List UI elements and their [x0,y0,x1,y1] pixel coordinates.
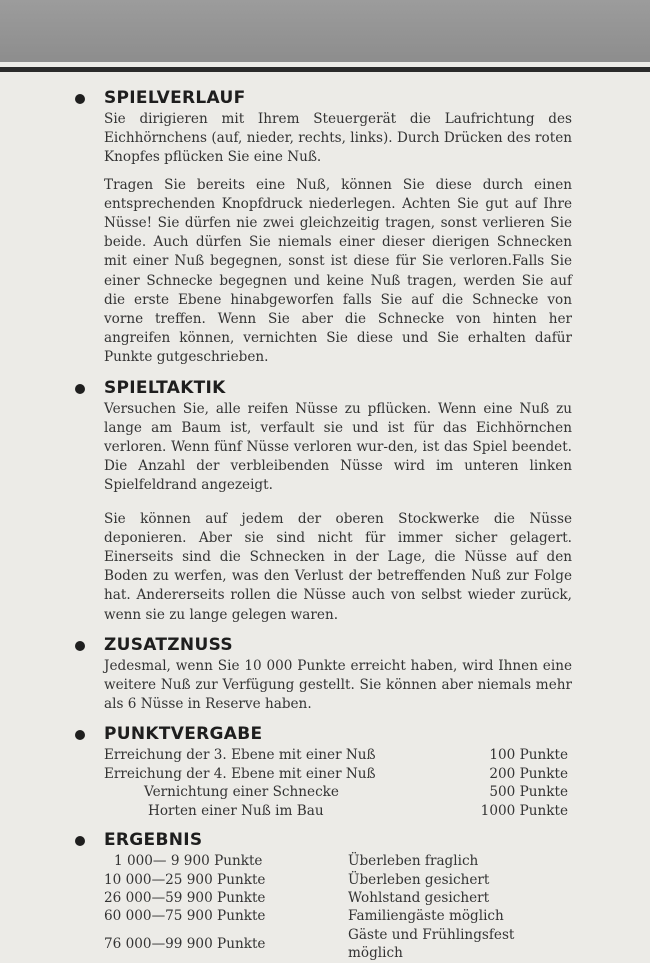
paragraph: Jedesmal, wenn Sie 10 000 Punkte erreicht haben, wird Ihnen eine weitere Nuß zur Verfügung gestellt. Sie können aber niemals mehr als 6 Nüsse in Reserve haben. [104,657,572,713]
row-points: 1000 Punkte [480,802,568,819]
section-ergebnis [0,828,650,962]
section-title: PUNKTVERGABE [104,724,263,745]
table-row [104,783,568,801]
row-range: 60 000—75 900 Punkte [104,908,266,925]
row-range: 26 000—59 900 Punkte [104,889,266,906]
row-range: 1 000— 9 900 Punkte [114,853,263,870]
section-title: ZUSATZNUSS [104,634,233,655]
row-points: 100 Punkte [489,747,568,764]
row-result: Familiengäste möglich [348,908,504,925]
paragraph: Versuchen Sie, alle reifen Nüsse zu pflücken. Wenn eine Nuß zu lange am Baum ist, verfault sie und ist für das Eichhörnchen verloren. Wenn fünf Nüsse verloren wur-den, ist das Spiel beendet. Die Anzahl der verbleibenden Nüsse wird im unteren linken Spielfeldrand angezeigt. [104,400,572,494]
bullet-icon [75,94,85,104]
section-title: SPIELVERLAUF [104,88,246,108]
row-result: Überleben fraglich [348,853,479,870]
section-spielverlauf [0,86,650,368]
header-rule [0,67,650,72]
results-table [104,852,572,962]
paragraph: Sie können auf jedem der oberen Stockwerke die Nüsse deponieren. Aber sie sind nicht für immer sicher gelagert. Einerseits sind die Schnecken in der Lage, die Nüsse auf den Boden zu werfen, was den Verlust der betreffenden Nuß zur Folge hat. Andererseits rollen die Nüsse auch von selbst wieder zurück, wenn sie zu lange gelegen waren. [104,510,572,623]
table-row [104,852,572,870]
section-title: ERGEBNIS [104,830,203,851]
row-points: 500 Punkte [489,784,568,801]
paragraph: Sie dirigieren mit Ihrem Steuergerät die Laufrichtung des Eichhörnchens (auf, nieder, rechts, links). Durch Drücken des roten Knopfes pflücken Sie eine Nuß. [104,111,572,166]
section-title: SPIELTAKTIK [104,377,226,398]
table-row [104,871,572,889]
row-result: Gäste und Frühlingsfest möglich [348,926,515,962]
row-result: Wohlstand gesichert [348,889,490,906]
row-result: Überleben gesichert [348,871,490,888]
table-row [104,802,568,820]
table-row [104,765,568,783]
row-range: 10 000—25 900 Punkte [104,871,266,888]
section-zusatznuss [0,633,650,715]
bullet-icon [75,836,85,846]
manual-page [0,86,650,963]
bullet-icon [75,730,85,740]
row-label: Vernichtung einer Schnecke [144,784,339,801]
paragraph: Tragen Sie bereits eine Nuß, können Sie diese durch einen entsprechenden Knopfdruck niederlegen. Achten Sie gut auf Ihre Nüsse! Sie dürfen nie zwei gleichzeitig tragen, sonst verlieren Sie beide. Auch dürfen Sie niemals einer dieser dierigen Schnecken mit einer Nuß begegnen, sonst ist diese für Sie verloren.Falls Sie einer Schnecke begegnen und keine Nuß tragen, werden Sie auf die erste Ebene hinabgeworfen falls Sie auf die Schnecke von vorne treffen. Wenn Sie aber die Schnecke von hinten her angreifen können, vernichten Sie diese und Sie erhalten dafür Punkte gutgeschrieben. [104,176,572,366]
section-punktvergabe [0,722,650,820]
table-row [104,926,572,963]
row-range: 76 000—99 900 Punkte [104,935,266,952]
row-label: Erreichung der 3. Ebene mit einer Nuß [104,747,376,764]
row-label: Erreichung der 4. Ebene mit einer Nuß [104,765,376,782]
section-spieltaktik [0,376,650,625]
bullet-icon [75,641,85,651]
table-row [104,746,568,764]
row-points: 200 Punkte [489,765,568,782]
header-band [0,0,650,62]
row-label: Horten einer Nuß im Bau [148,802,324,819]
points-table [104,746,568,820]
bullet-icon [75,384,85,394]
table-row [104,907,572,925]
table-row [104,889,572,907]
